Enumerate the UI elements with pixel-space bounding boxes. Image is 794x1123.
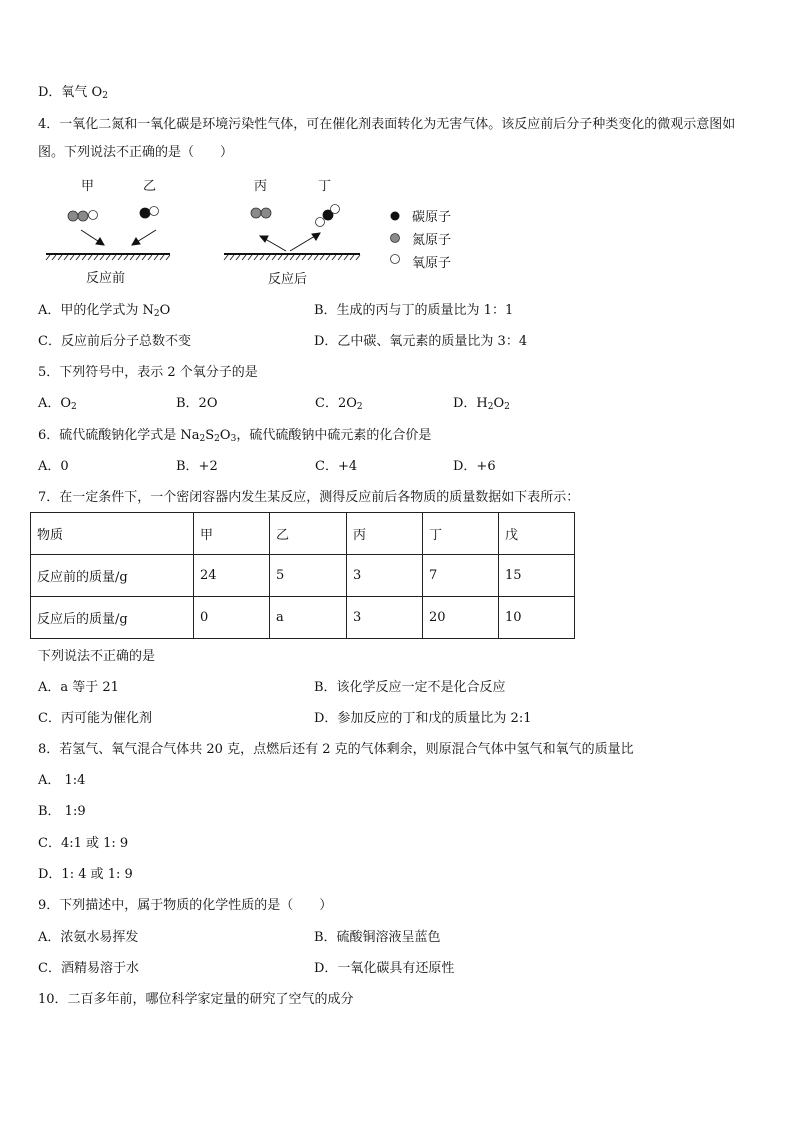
q6-stem-mid2: O xyxy=(219,428,231,443)
table-header-cell: 甲 xyxy=(194,513,270,555)
catalyst-surface-before xyxy=(46,254,170,260)
arrows-after xyxy=(260,233,320,251)
mass-table xyxy=(30,512,575,639)
q5-option-c-pre: C．2O xyxy=(315,396,357,411)
table-cell: 3 xyxy=(347,597,423,639)
q6-stem-pre: 6．硫代硫酸钠化学式是 Na xyxy=(38,428,200,443)
label-after: 反应后 xyxy=(268,272,308,287)
q5-option-a-sub: 2 xyxy=(71,402,77,412)
table-header-cell: 丁 xyxy=(423,513,499,555)
q7-option-a: A．a 等于 21 xyxy=(38,680,119,695)
q5-option-d-mid: O xyxy=(493,396,505,411)
table-cell: 5 xyxy=(270,555,347,597)
q9-option-d: D．一氧化碳具有还原性 xyxy=(314,961,455,976)
q6-option-d: D．+6 xyxy=(453,459,496,474)
q4-option-a-pre: A．甲的化学式为 N xyxy=(38,303,154,318)
table-header-row xyxy=(31,513,575,555)
q5-option-b-pre: B．2O xyxy=(176,396,218,411)
table-header-cell: 戊 xyxy=(499,513,575,555)
arrows-before xyxy=(81,230,156,245)
q5-option-a-pre: A．O xyxy=(38,396,72,411)
q4-stem: 4．一氧化二氮和一氧化碳是环境污染性气体，可在催化剂表面转化为无害气体。该反应前后分子种类变化的微观示意图如图。下列说法不正确的是（ ） xyxy=(38,117,736,160)
q9-stem: 9．下列描述中，属于物质的化学性质的是（ ） xyxy=(38,898,333,913)
legend-nitrogen: 氮原子 xyxy=(412,233,452,248)
q5-stem: 5．下列符号中，表示 2 个氧分子的是 xyxy=(38,365,258,380)
q5-option-c xyxy=(315,395,363,413)
molecule-jia xyxy=(68,211,98,222)
q4-option-a xyxy=(38,302,170,320)
q3-option-d xyxy=(38,84,108,102)
q7-prompt: 下列说法不正确的是 xyxy=(38,649,156,664)
q6-stem xyxy=(38,427,431,445)
q3-option-d-text: D．氧气 O xyxy=(38,85,103,100)
label-before: 反应前 xyxy=(86,271,126,286)
q8-stem: 8．若氢气、氧气混合气体共 20 克，点燃后还有 2 克的气体剩余，则原混合气体中氢气和氧气的质量比 xyxy=(38,742,634,757)
table-cell: 7 xyxy=(423,555,499,597)
q6-stem-post: ，硫代硫酸钠中硫元素的化合价是 xyxy=(236,428,432,443)
q5-option-a xyxy=(38,395,77,413)
q4-option-a-post: O xyxy=(159,303,171,318)
legend-carbon: 碳原子 xyxy=(412,210,452,225)
q7-option-c: C．丙可能为催化剂 xyxy=(38,711,152,726)
q8-option-b: B． 1:9 xyxy=(38,804,86,819)
q4-option-a-sub: 2 xyxy=(153,309,160,319)
catalyst-surface-after xyxy=(224,254,360,260)
q5-option-b xyxy=(176,395,217,413)
q6-stem-mid: S xyxy=(205,428,215,443)
q4-option-b: B．生成的丙与丁的质量比为 1：1 xyxy=(314,303,514,318)
q9-option-a: A．浓氨水易挥发 xyxy=(38,930,139,945)
q4-option-d: D．乙中碳、氧元素的质量比为 3：4 xyxy=(314,334,528,349)
q6-option-a: A．0 xyxy=(38,459,69,474)
q6-stem-sub2: 2 xyxy=(214,434,220,444)
molecule-ding xyxy=(316,205,340,227)
legend xyxy=(391,209,452,271)
q3-option-d-sub: 2 xyxy=(102,91,108,101)
q7-option-d: D．参加反应的丁和戊的质量比为 2:1 xyxy=(314,711,532,726)
q5-option-d-sub2: 2 xyxy=(504,402,510,412)
q10-stem: 10．二百多年前，哪位科学家定量的研究了空气的成分 xyxy=(38,992,354,1007)
q6-stem-sub1: 2 xyxy=(199,434,206,444)
q4-option-c: C．反应前后分子总数不变 xyxy=(38,334,191,349)
table-cell: 反应前的质量/g xyxy=(31,555,194,597)
label-bing: 丙 xyxy=(254,179,268,194)
table-header-cell: 乙 xyxy=(270,513,347,555)
q6-stem-sub3: 3 xyxy=(230,434,237,444)
q8-option-d: D．1: 4 或 1: 9 xyxy=(38,867,133,882)
q8-option-c: C．4:1 或 1: 9 xyxy=(38,836,129,851)
table-cell: a xyxy=(270,597,347,639)
molecule-bing xyxy=(251,208,271,218)
table-header-cell: 丙 xyxy=(347,513,423,555)
label-yi: 乙 xyxy=(143,179,157,194)
table-cell: 反应后的质量/g xyxy=(31,597,194,639)
q7-stem: 7．在一定条件下，一个密闭容器内发生某反应，测得反应前后各物质的质量数据如下表所示： xyxy=(38,490,580,505)
q5-option-d xyxy=(453,395,510,413)
table-cell: 20 xyxy=(423,597,499,639)
table-row xyxy=(31,555,575,597)
q9-option-c: C．酒精易溶于水 xyxy=(38,961,139,976)
table-cell: 3 xyxy=(347,555,423,597)
table-row xyxy=(31,597,575,639)
q8-option-a: A． 1:4 xyxy=(38,773,86,788)
table-cell: 0 xyxy=(194,597,270,639)
q9-option-b: B．硫酸铜溶液呈蓝色 xyxy=(314,930,441,945)
label-jia: 甲 xyxy=(81,179,95,194)
table-cell: 15 xyxy=(499,555,575,597)
table-header-cell: 物质 xyxy=(31,513,194,555)
legend-oxygen: 氧原子 xyxy=(412,256,452,271)
q6-option-c: C．+4 xyxy=(315,459,358,474)
q7-option-b: B．该化学反应一定不是化合反应 xyxy=(314,680,506,695)
q6-option-b: B．+2 xyxy=(176,459,218,474)
q5-option-c-sub: 2 xyxy=(356,402,363,412)
label-ding: 丁 xyxy=(318,179,332,194)
table-cell: 10 xyxy=(499,597,575,639)
q5-option-d-sub: 2 xyxy=(487,402,494,412)
reaction-diagram xyxy=(38,172,478,292)
q5-option-d-pre: D．H xyxy=(453,396,488,411)
table-cell: 24 xyxy=(194,555,270,597)
molecule-yi xyxy=(140,207,159,219)
